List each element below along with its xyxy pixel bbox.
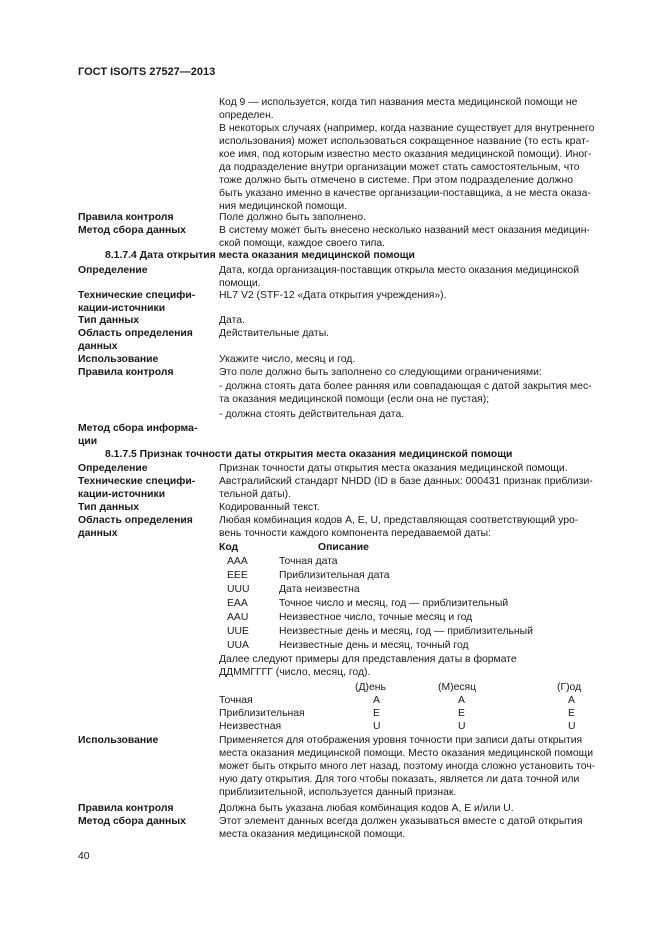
usage-line: может быть открыто много лет назад, поэтому иногда сложно установить точ- (219, 761, 596, 772)
control-rules-label: Правила контроля (78, 212, 174, 223)
control-rules-value: Поле должно быть заполнено. (219, 212, 366, 223)
domain-label: Область определения (78, 328, 193, 339)
collection-method-label: Метод сбора информа- (78, 423, 198, 434)
data-type-label: Тип данных (78, 315, 140, 326)
usage-line: Применяется для отображения уровня точности при записи даты открытия (219, 735, 583, 746)
tech-spec-label: кации-источники (78, 489, 166, 500)
code-table-description: Точная дата (279, 556, 338, 567)
control-rules-line: - должна стоять действительная дата. (219, 409, 405, 420)
example-table-cell: U (373, 721, 381, 732)
domain-line: Любая комбинация кодов A, E, U, представляющая соответствующий уро- (219, 515, 579, 526)
usage-label: Использование (78, 735, 159, 746)
example-table-header-day: (Д)ень (355, 682, 386, 693)
example-table-row-label: Точная (219, 695, 253, 706)
definition-label: Определение (78, 463, 148, 474)
usage-label: Использование (78, 354, 159, 365)
section-title-8174: 8.1.7.4 Дата открытия места оказания медицинской помощи (105, 250, 415, 261)
tech-spec-value: HL7 V2 (STF-12 «Дата открытия учреждения»). (219, 290, 447, 301)
domain-label: данных (78, 341, 118, 352)
definition-line: Дата, когда организация-поставщик открыла место оказания медицинской (219, 265, 579, 276)
control-rules-label: Правила контроля (78, 367, 174, 378)
usage-line: ную дату открытия. Для того чтобы показать, является ли дата точной или (219, 774, 580, 785)
intro-line: использования) может использоваться сокращенное название (то есть крат- (219, 136, 590, 147)
tech-spec-line: тельной даты). (219, 489, 291, 500)
data-type-value: Дата. (219, 315, 245, 326)
tech-spec-label: Технические специфи- (78, 476, 196, 487)
example-table-cell: E (568, 708, 575, 719)
code-table-code: EEE (227, 570, 248, 581)
domain-value: Действительные даты. (219, 328, 330, 339)
collection-method-label: ции (78, 436, 98, 447)
definition-label: Определение (78, 265, 148, 276)
intro-line: быть указано именно в качестве организации-поставщика, а не места оказа- (219, 188, 591, 199)
collection-method-label: Метод сбора данных (78, 816, 186, 827)
domain-label: данных (78, 528, 118, 539)
intro-line: Код 9 — используется, когда тип названия места медицинской помощи не (219, 97, 578, 108)
example-table-cell: U (568, 721, 576, 732)
code-table-description: Приблизительная дата (279, 570, 390, 581)
definition-line: помощи. (219, 278, 261, 289)
examples-line: Далее следуют примеры для представления даты в формате (219, 654, 517, 665)
collection-method-line: Этот элемент данных всегда должен указываться вместе с датой открытия (219, 816, 583, 827)
collection-method-line: В систему может быть внесено несколько названий мест оказания медицин- (219, 225, 590, 236)
control-rules-value: Должна быть указана любая комбинация кодов A, E и/или U. (219, 803, 514, 814)
usage-value: Укажите число, месяц и год. (219, 354, 356, 365)
examples-line: ДДММГГГГ (число, месяц, год). (219, 667, 371, 678)
code-table-code: AAU (227, 612, 249, 623)
code-table-header-code: Код (219, 542, 239, 553)
domain-line: вень точности каждого компонента передаваемой даты: (219, 528, 491, 539)
intro-line: ния медицинской помощи. (219, 201, 348, 212)
code-table-code: AAA (227, 556, 248, 567)
page-number: 40 (78, 851, 90, 862)
example-table-row-label: Приблизительная (219, 708, 305, 719)
example-table-cell: U (458, 721, 466, 732)
example-table-header-month: (М)есяц (438, 682, 477, 693)
example-table-cell: E (373, 708, 380, 719)
control-rules-line: Это поле должно быть заполнено со следующими ограничениями: (219, 367, 542, 378)
intro-line: определен. (219, 110, 274, 121)
code-table-description: Точное число и месяц, год — приблизительный (279, 598, 509, 609)
section-title-8175: 8.1.7.5 Признак точности даты открытия места оказания медицинской помощи (105, 449, 513, 460)
code-table-description: Неизвестное число, точные месяц и год (279, 612, 473, 623)
example-table-cell: E (458, 708, 465, 719)
definition-value: Признак точности даты открытия места оказания медицинской помощи. (219, 463, 568, 474)
tech-spec-label: кации-источники (78, 303, 166, 314)
code-table-code: UUU (227, 584, 250, 595)
example-table-cell: A (373, 695, 380, 706)
code-table-code: EAA (227, 598, 248, 609)
code-table-code: UUE (227, 626, 249, 637)
code-table-code: UUA (227, 640, 249, 651)
example-table-cell: A (458, 695, 465, 706)
control-rules-label: Правила контроля (78, 803, 174, 814)
intro-line: да подразделение внутри организации может стать самостоятельным, что (219, 162, 580, 173)
usage-line: приблизительной, используется данный признак. (219, 787, 457, 798)
collection-method-line: места оказания медицинской помощи. (219, 829, 406, 840)
data-type-value: Кодированный текст. (219, 502, 320, 513)
code-table-description: Дата неизвестна (279, 584, 360, 595)
usage-line: места оказания медицинской помощи. Место оказания медицинской помощи (219, 748, 594, 759)
tech-spec-label: Технические специфи- (78, 290, 196, 301)
intro-line: тоже должно быть отмечено в системе. При этом подразделение должно (219, 175, 573, 186)
tech-spec-line: Австралийский стандарт NHDD (ID в базе данных: 000431 признак приблизи- (219, 476, 593, 487)
code-table-header-description: Описание (318, 542, 369, 553)
collection-method-line: ской помощи, каждое своего типа. (219, 238, 386, 249)
intro-line: В некоторых случаях (например, когда название существует для внутреннего (219, 123, 595, 134)
code-table-description: Неизвестные день и месяц, год — приблизительный (279, 626, 533, 637)
domain-label: Область определения (78, 515, 193, 526)
code-table-description: Неизвестные день и месяц, точный год (279, 640, 469, 651)
control-rules-line: - должна стоять дата более ранняя или совпадающая с датой закрытия мес- (219, 381, 592, 392)
document-header: ГОСТ ISO/TS 27527—2013 (78, 66, 216, 78)
collection-method-label: Метод сбора данных (78, 225, 186, 236)
data-type-label: Тип данных (78, 502, 140, 513)
intro-line: кое имя, под которым известно место оказания медицинской помощи). Иног- (219, 149, 592, 160)
example-table-cell: A (568, 695, 575, 706)
control-rules-line: та оказания медицинской помощи (если она не пустая); (219, 394, 490, 405)
example-table-header-year: (Г)од (557, 682, 582, 693)
example-table-row-label: Неизвестная (219, 721, 282, 732)
